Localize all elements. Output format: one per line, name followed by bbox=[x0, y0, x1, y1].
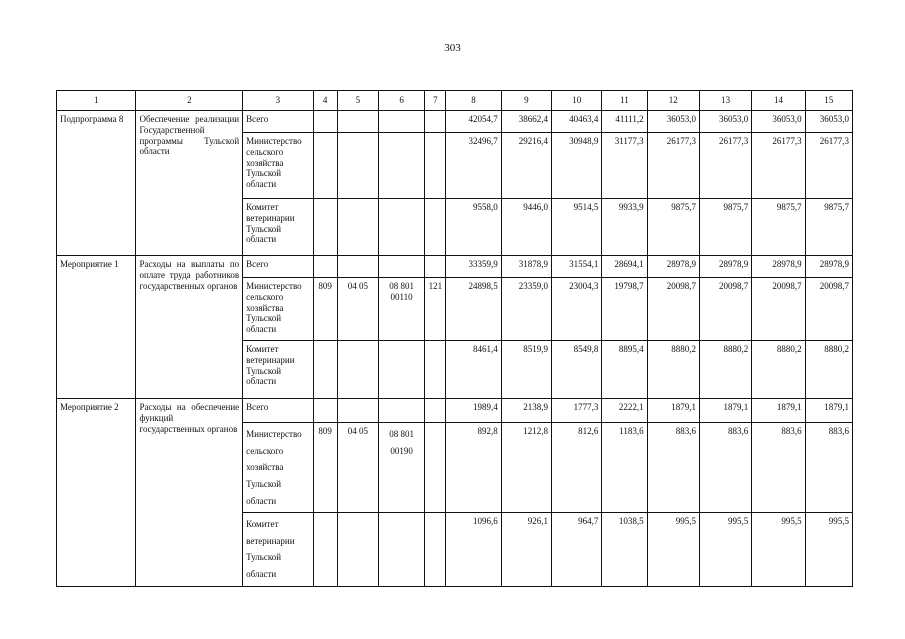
value-cell: 926,1 bbox=[501, 513, 551, 587]
table-row bbox=[57, 256, 853, 278]
name-cell: Обеспечение реализации Государственной программы Тульской области bbox=[136, 111, 243, 256]
value-cell: 1212,8 bbox=[501, 423, 551, 513]
value-cell: 31554,1 bbox=[552, 256, 602, 278]
grbs-cell bbox=[313, 133, 337, 199]
value-cell: 26177,3 bbox=[647, 133, 699, 199]
value-cell: 883,6 bbox=[805, 423, 852, 513]
status-cell: Мероприятие 2 bbox=[57, 399, 136, 587]
vr-cell bbox=[425, 399, 446, 423]
column-number: 5 bbox=[337, 91, 378, 111]
value-cell: 20098,7 bbox=[752, 278, 805, 341]
rz-cell bbox=[337, 513, 378, 587]
value-cell: 9558,0 bbox=[446, 199, 501, 256]
executor-cell: Министерство сельского хозяйства Тульской области bbox=[243, 133, 313, 199]
value-cell: 995,5 bbox=[699, 513, 751, 587]
rz-cell bbox=[337, 111, 378, 133]
column-number: 12 bbox=[647, 91, 699, 111]
value-cell: 1038,5 bbox=[602, 513, 647, 587]
rz-cell: 04 05 bbox=[337, 278, 378, 341]
value-cell: 1777,3 bbox=[552, 399, 602, 423]
value-cell: 9514,5 bbox=[552, 199, 602, 256]
value-cell: 9875,7 bbox=[752, 199, 805, 256]
csr-cell bbox=[378, 111, 424, 133]
executor-cell: Всего bbox=[243, 256, 313, 278]
executor-cell: Комитет ветеринарии Тульской области bbox=[243, 513, 313, 587]
executor-cell: Всего bbox=[243, 111, 313, 133]
value-cell: 31177,3 bbox=[602, 133, 647, 199]
value-cell: 995,5 bbox=[805, 513, 852, 587]
value-cell: 8519,9 bbox=[501, 341, 551, 399]
value-cell: 40463,4 bbox=[552, 111, 602, 133]
name-cell: Расходы на обеспечение функций государственных органов bbox=[136, 399, 243, 587]
table-row bbox=[57, 399, 853, 423]
value-cell: 36053,0 bbox=[805, 111, 852, 133]
value-cell: 8880,2 bbox=[699, 341, 751, 399]
value-cell: 42054,7 bbox=[446, 111, 501, 133]
value-cell: 8549,8 bbox=[552, 341, 602, 399]
name-cell: Расходы на выплаты по оплате труда работников государственных органов bbox=[136, 256, 243, 399]
column-number: 2 bbox=[136, 91, 243, 111]
value-cell: 28978,9 bbox=[805, 256, 852, 278]
grbs-cell bbox=[313, 513, 337, 587]
value-cell: 9933,9 bbox=[602, 199, 647, 256]
value-cell: 812,6 bbox=[552, 423, 602, 513]
grbs-cell bbox=[313, 399, 337, 423]
value-cell: 20098,7 bbox=[647, 278, 699, 341]
value-cell: 1183,6 bbox=[602, 423, 647, 513]
value-cell: 8880,2 bbox=[752, 341, 805, 399]
value-cell: 8461,4 bbox=[446, 341, 501, 399]
value-cell: 28978,9 bbox=[752, 256, 805, 278]
column-number: 4 bbox=[313, 91, 337, 111]
value-cell: 36053,0 bbox=[647, 111, 699, 133]
budget-table bbox=[56, 90, 853, 587]
csr-cell bbox=[378, 513, 424, 587]
value-cell: 38662,4 bbox=[501, 111, 551, 133]
vr-cell bbox=[425, 199, 446, 256]
value-cell: 30948,9 bbox=[552, 133, 602, 199]
value-cell: 1879,1 bbox=[805, 399, 852, 423]
vr-cell: 121 bbox=[425, 278, 446, 341]
vr-cell bbox=[425, 256, 446, 278]
value-cell: 964,7 bbox=[552, 513, 602, 587]
grbs-cell bbox=[313, 199, 337, 256]
executor-cell: Министерство сельского хозяйства Тульской области bbox=[243, 278, 313, 341]
column-number: 15 bbox=[805, 91, 852, 111]
value-cell: 36053,0 bbox=[699, 111, 751, 133]
value-cell: 36053,0 bbox=[752, 111, 805, 133]
value-cell: 2222,1 bbox=[602, 399, 647, 423]
value-cell: 892,8 bbox=[446, 423, 501, 513]
value-cell: 9875,7 bbox=[805, 199, 852, 256]
grbs-cell bbox=[313, 256, 337, 278]
value-cell: 995,5 bbox=[752, 513, 805, 587]
value-cell: 29216,4 bbox=[501, 133, 551, 199]
column-number: 13 bbox=[699, 91, 751, 111]
csr-cell bbox=[378, 133, 424, 199]
vr-cell bbox=[425, 423, 446, 513]
vr-cell bbox=[425, 513, 446, 587]
csr-cell bbox=[378, 256, 424, 278]
value-cell: 1989,4 bbox=[446, 399, 501, 423]
value-cell: 32496,7 bbox=[446, 133, 501, 199]
value-cell: 883,6 bbox=[752, 423, 805, 513]
executor-cell: Комитет ветеринарии Тульской области bbox=[243, 341, 313, 399]
value-cell: 8895,4 bbox=[602, 341, 647, 399]
value-cell: 31878,9 bbox=[501, 256, 551, 278]
vr-cell bbox=[425, 111, 446, 133]
csr-cell: 08 801 00190 bbox=[378, 423, 424, 513]
value-cell: 9875,7 bbox=[699, 199, 751, 256]
value-cell: 1879,1 bbox=[699, 399, 751, 423]
csr-cell bbox=[378, 341, 424, 399]
grbs-cell bbox=[313, 341, 337, 399]
value-cell: 883,6 bbox=[647, 423, 699, 513]
value-cell: 33359,9 bbox=[446, 256, 501, 278]
column-number: 6 bbox=[378, 91, 424, 111]
value-cell: 1879,1 bbox=[752, 399, 805, 423]
value-cell: 883,6 bbox=[699, 423, 751, 513]
value-cell: 995,5 bbox=[647, 513, 699, 587]
column-number: 3 bbox=[243, 91, 313, 111]
value-cell: 8880,2 bbox=[805, 341, 852, 399]
column-number: 10 bbox=[552, 91, 602, 111]
vr-cell bbox=[425, 133, 446, 199]
column-number-row bbox=[57, 91, 853, 111]
value-cell: 23004,3 bbox=[552, 278, 602, 341]
value-cell: 26177,3 bbox=[752, 133, 805, 199]
column-number: 1 bbox=[57, 91, 136, 111]
page-number: 303 bbox=[444, 42, 461, 54]
executor-cell: Комитет ветеринарии Тульской области bbox=[243, 199, 313, 256]
rz-cell bbox=[337, 199, 378, 256]
status-cell: Мероприятие 1 bbox=[57, 256, 136, 399]
value-cell: 41111,2 bbox=[602, 111, 647, 133]
value-cell: 1096,6 bbox=[446, 513, 501, 587]
executor-cell: Министерство сельского хозяйства Тульской области bbox=[243, 423, 313, 513]
csr-cell bbox=[378, 199, 424, 256]
column-number: 9 bbox=[501, 91, 551, 111]
grbs-cell: 809 bbox=[313, 278, 337, 341]
status-cell: Подпрограмма 8 bbox=[57, 111, 136, 256]
value-cell: 28978,9 bbox=[647, 256, 699, 278]
vr-cell bbox=[425, 341, 446, 399]
value-cell: 28978,9 bbox=[699, 256, 751, 278]
grbs-cell bbox=[313, 111, 337, 133]
column-number: 7 bbox=[425, 91, 446, 111]
value-cell: 1879,1 bbox=[647, 399, 699, 423]
rz-cell bbox=[337, 256, 378, 278]
value-cell: 19798,7 bbox=[602, 278, 647, 341]
grbs-cell: 809 bbox=[313, 423, 337, 513]
table-row bbox=[57, 111, 853, 133]
value-cell: 8880,2 bbox=[647, 341, 699, 399]
value-cell: 26177,3 bbox=[805, 133, 852, 199]
column-number: 11 bbox=[602, 91, 647, 111]
value-cell: 24898,5 bbox=[446, 278, 501, 341]
value-cell: 20098,7 bbox=[699, 278, 751, 341]
rz-cell bbox=[337, 341, 378, 399]
column-number: 14 bbox=[752, 91, 805, 111]
value-cell: 2138,9 bbox=[501, 399, 551, 423]
rz-cell bbox=[337, 399, 378, 423]
budget-table-body bbox=[57, 91, 853, 587]
column-number: 8 bbox=[446, 91, 501, 111]
csr-cell: 08 801 00110 bbox=[378, 278, 424, 341]
executor-cell: Всего bbox=[243, 399, 313, 423]
rz-cell bbox=[337, 133, 378, 199]
value-cell: 9875,7 bbox=[647, 199, 699, 256]
csr-cell bbox=[378, 399, 424, 423]
value-cell: 23359,0 bbox=[501, 278, 551, 341]
rz-cell: 04 05 bbox=[337, 423, 378, 513]
value-cell: 28694,1 bbox=[602, 256, 647, 278]
value-cell: 20098,7 bbox=[805, 278, 852, 341]
value-cell: 9446,0 bbox=[501, 199, 551, 256]
value-cell: 26177,3 bbox=[699, 133, 751, 199]
